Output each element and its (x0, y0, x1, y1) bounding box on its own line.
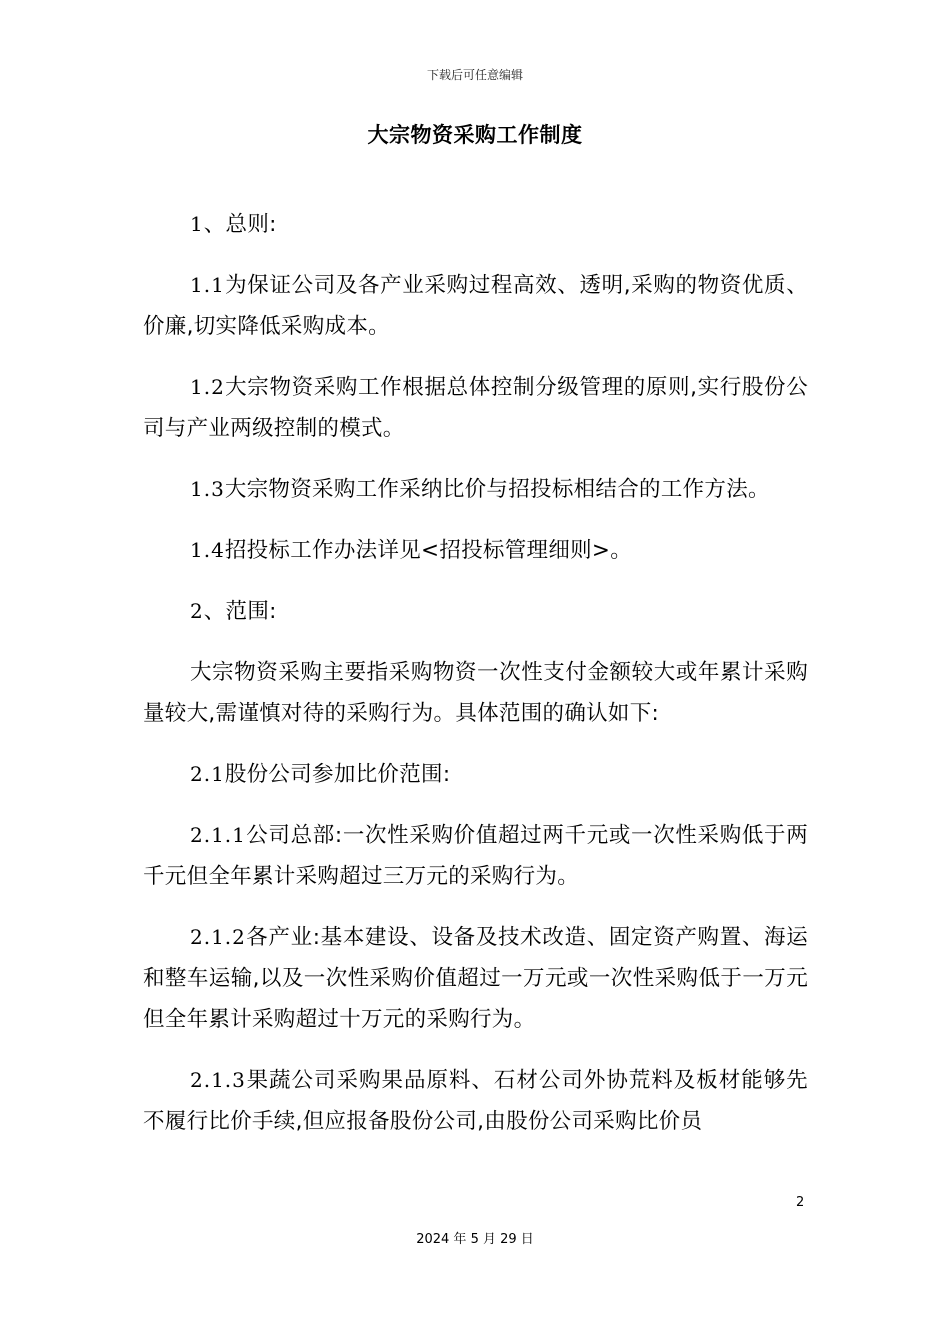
paragraph-2-1-2 (143, 917, 808, 1040)
paragraph-2-1-1 (143, 815, 808, 897)
section-number: 1.1 (190, 273, 225, 297)
paragraph-2-1-3 (143, 1060, 808, 1142)
paragraph-text: 果蔬公司采购果品原料、石材公司外协荒料及板材能够先不履行比价手续,但应报备股份公司,由股份公司采购比价员 (143, 1068, 808, 1134)
section-number: 2.1.3 (190, 1068, 246, 1092)
paragraph-text: 公司总部:一次性采购价值超过两千元或一次性采购低于两千元但全年累计采购超过三万元的采购行为。 (143, 823, 808, 889)
paragraph-text: 大宗物资采购工作根据总体控制分级管理的原则,实行股份公司与产业两级控制的模式。 (143, 375, 808, 441)
section-number: 2.1.2 (190, 925, 246, 949)
footer-date: 2024 年 5 月 29 日 (416, 1232, 534, 1247)
section-number: 2.1.1 (190, 823, 246, 847)
paragraph-text: 、总则: (203, 212, 277, 237)
section-number: 1.4 (190, 538, 225, 562)
document-body (143, 204, 808, 1162)
paragraph-1-4 (143, 530, 808, 571)
paragraph-general (143, 204, 808, 245)
paragraph-text: 为保证公司及各产业采购过程高效、透明,采购的物资优质、价廉,切实降低采购成本。 (143, 273, 808, 339)
paragraph-1-1 (143, 265, 808, 347)
section-number: 1.2 (190, 375, 225, 399)
document-title: 大宗物资采购工作制度 (367, 123, 583, 147)
paragraph-2-1 (143, 754, 808, 795)
section-number: 1.3 (190, 477, 225, 501)
section-number: 2.1 (190, 762, 225, 786)
paragraph-text: 各产业:基本建设、设备及技术改造、固定资产购置、海运和整车运输,以及一次性采购价值超过一万元或一次性采购低于一万元但全年累计采购超过十万元的采购行为。 (143, 925, 808, 1032)
paragraph-text: 股份公司参加比价范围: (224, 762, 451, 787)
paragraph-1-3 (143, 469, 808, 510)
paragraph-text: 、范围: (203, 599, 277, 624)
paragraph-1-2 (143, 367, 808, 449)
section-number: 2 (190, 599, 204, 623)
paragraph-text: 招投标工作办法详见<招投标管理细则>。 (224, 538, 633, 563)
section-number: 1 (190, 212, 204, 236)
header-note: 下载后可任意编辑 (426, 68, 523, 82)
paragraph-text: 大宗物资采购主要指采购物资一次性支付金额较大或年累计采购量较大,需谨慎对待的采购行为。具体范围的确认如下: (143, 660, 808, 726)
paragraph-text: 大宗物资采购工作采纳比价与招投标相结合的工作方法。 (224, 477, 770, 502)
paragraph-scope (143, 591, 808, 632)
paragraph-scope-intro (143, 652, 808, 734)
page-number: 2 (796, 1195, 805, 1210)
